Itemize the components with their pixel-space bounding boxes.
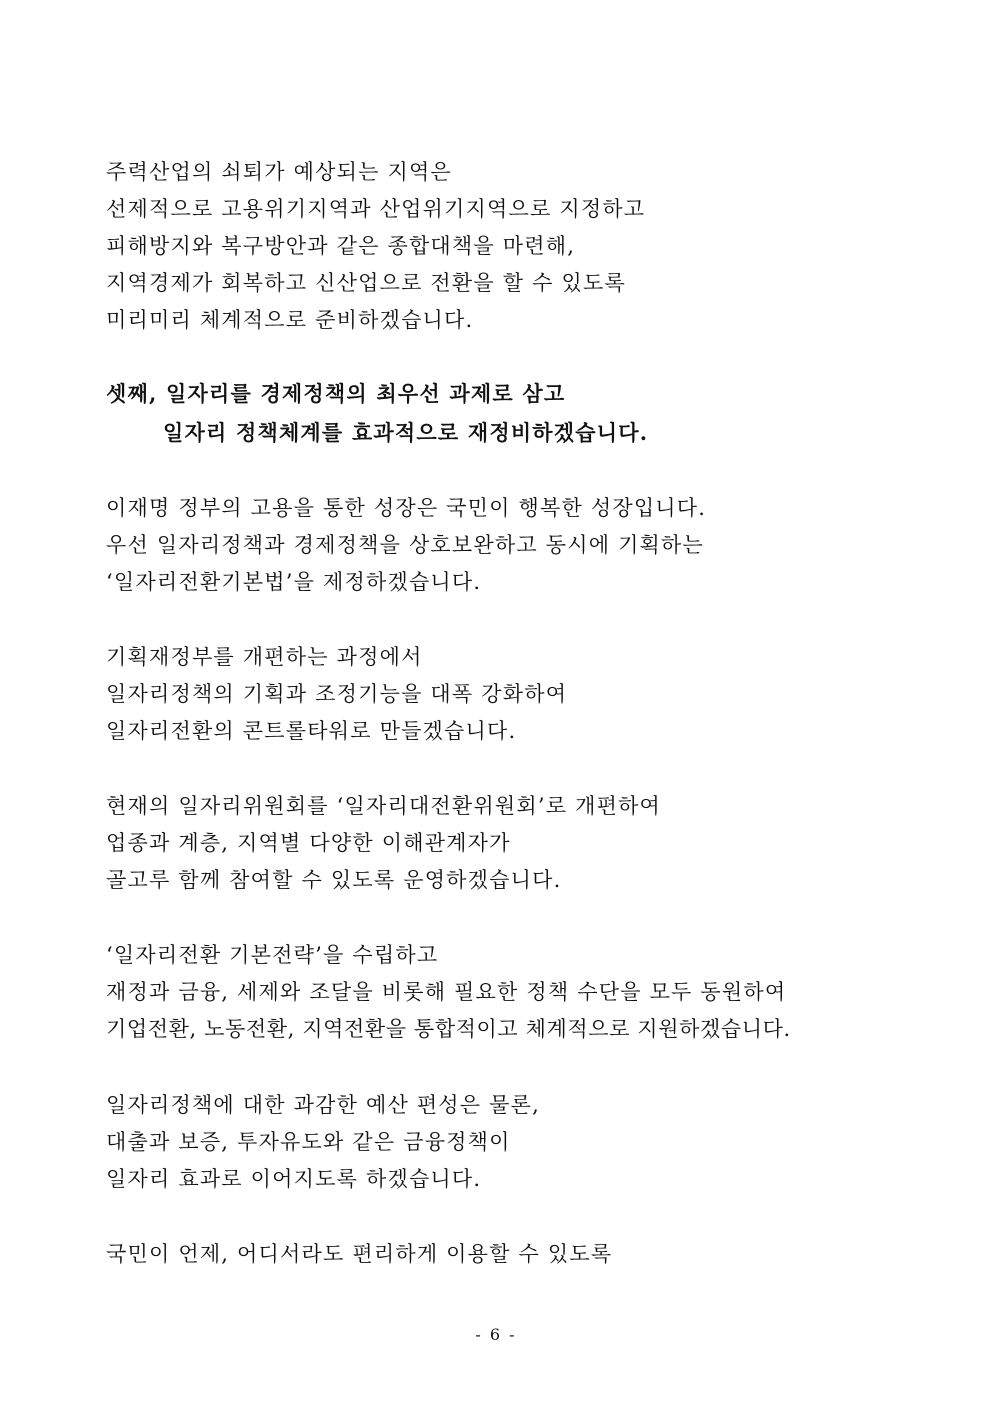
body-text-line: ‘일자리전환 기본전략’을 수립하고 xyxy=(106,943,439,967)
body-text-line: 주력산업의 쇠퇴가 예상되는 지역은 xyxy=(106,160,452,184)
section-heading-line: 일자리 정책체계를 효과적으로 재정비하겠습니다. xyxy=(163,420,649,445)
body-text-line: 선제적으로 고용위기지역과 산업위기지역으로 지정하고 xyxy=(106,197,646,221)
body-text-line: 재정과 금융, 세제와 조달을 비롯해 필요한 정책 수단을 모두 동원하여 xyxy=(106,980,787,1004)
body-text-line: 업종과 계층, 지역별 다양한 이해관계자가 xyxy=(106,831,511,855)
page-number: - 6 - xyxy=(475,1325,517,1344)
body-text-line: 우선 일자리정책과 경제정책을 상호보완하고 동시에 기획하는 xyxy=(106,533,705,557)
body-text-line: 일자리정책의 기획과 조정기능을 대폭 강화하여 xyxy=(106,682,568,706)
body-text-line: ‘일자리전환기본법’을 제정하겠습니다. xyxy=(106,570,482,594)
body-text-line: 골고루 함께 참여할 수 있도록 운영하겠습니다. xyxy=(106,868,562,892)
body-text-line: 대출과 보증, 투자유도와 같은 금융정책이 xyxy=(106,1130,511,1154)
body-text-line: 미리미리 체계적으로 준비하겠습니다. xyxy=(106,308,474,332)
body-text-line: 일자리정책에 대한 과감한 예산 편성은 물론, xyxy=(106,1093,540,1117)
body-text-line: 기획재정부를 개편하는 과정에서 xyxy=(106,645,423,669)
body-text-line: 피해방지와 복구방안과 같은 종합대책을 마련해, xyxy=(106,234,576,258)
body-text-line: 이재명 정부의 고용을 통한 성장은 국민이 행복한 성장입니다. xyxy=(106,496,707,520)
body-text-line: 지역경제가 회복하고 신산업으로 전환을 할 수 있도록 xyxy=(106,271,626,295)
body-text-line: 국민이 언제, 어디서라도 편리하게 이용할 수 있도록 xyxy=(106,1242,613,1266)
body-text-line: 일자리전환의 콘트롤타워로 만들겠습니다. xyxy=(106,719,517,743)
body-text-line: 현재의 일자리위원회를 ‘일자리대전환위원회’로 개편하여 xyxy=(106,794,662,818)
section-heading-line: 셋째, 일자리를 경제정책의 최우선 과제로 삼고 xyxy=(106,381,566,406)
body-text-line: 일자리 효과로 이어지도록 하겠습니다. xyxy=(106,1167,482,1191)
body-text-line: 기업전환, 노동전환, 지역전환을 통합적이고 체계적으로 지원하겠습니다. xyxy=(106,1017,791,1041)
